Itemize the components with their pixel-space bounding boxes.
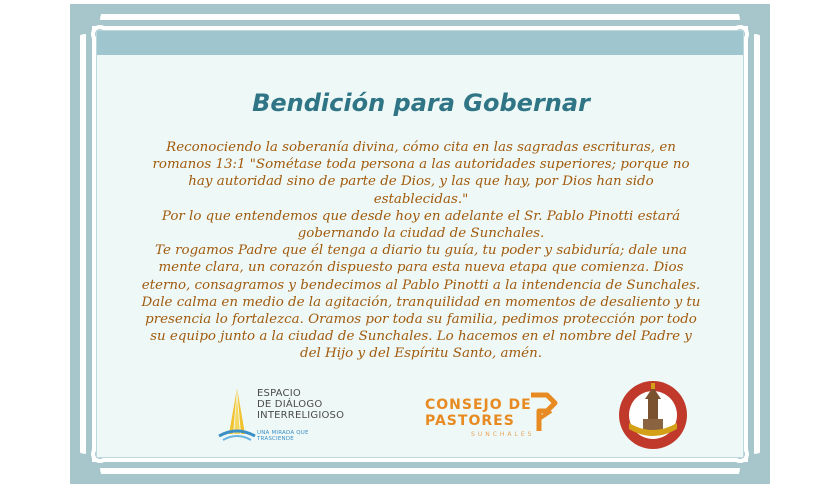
paragraph-4: Dale calma en medio de la agitación, tranquilidad en momentos de desaliento y tu presencia lo fortalezca. Oramos por toda su familia, pedimos protección por todo su equipo junto a la ciudad de Sunchales. Lo hacemos en el nombre del Padre y del Hijo y del Espíritu Santo, amén.	[141, 294, 701, 362]
logo-consejo-pastores	[425, 389, 565, 449]
interreligioso-tagline: UNA MIRADA QUE TRASCIENDE	[257, 430, 309, 442]
pastores-line-1: CONSEJO DE	[425, 397, 532, 413]
content-panel	[96, 30, 744, 458]
interreligioso-line-1: ESPACIO	[257, 388, 301, 399]
logo-interreligioso	[217, 386, 347, 456]
pastores-line-2: PASTORES	[425, 413, 515, 429]
logo-parroquia-seal	[617, 379, 689, 451]
interreligioso-line-3: INTERRELIGIOSO	[257, 410, 345, 421]
interreligioso-emblem-icon	[217, 386, 257, 446]
panel-header-band	[97, 31, 743, 55]
paragraph-3: Te rogamos Padre que él tenga a diario tu guía, tu poder y sabiduría; dale una mente clara, un corazón dispuesto para esta nueva etapa que comienza. Dios eterno, consagramos y bendecimos al Pablo Pinotti a la intendencia de Sunchales.	[141, 243, 701, 293]
parroquia-seal-icon	[617, 379, 689, 451]
pastores-emblem-icon	[525, 391, 559, 435]
blessing-text	[139, 139, 703, 363]
paragraph-2: Por lo que entendemos que desde hoy en adelante el Sr. Pablo Pinotti estará gobernando la ciudad de Sunchales.	[161, 208, 681, 242]
paragraph-1: Reconociendo la soberanía divina, cómo cita en las sagradas escrituras, en romanos 13:1 "Sométase toda persona a las autoridades superiores; porque no hay autoridad sino de parte de Dios, y las que hay, por Dios han sido establecidas."	[152, 140, 690, 207]
page-title: Bendición para Gobernar	[252, 89, 590, 117]
interreligioso-line-2: DE DIÁLOGO	[257, 399, 323, 410]
pastores-subtitle: SUNCHALES	[471, 431, 535, 438]
certificate-frame	[70, 4, 770, 484]
